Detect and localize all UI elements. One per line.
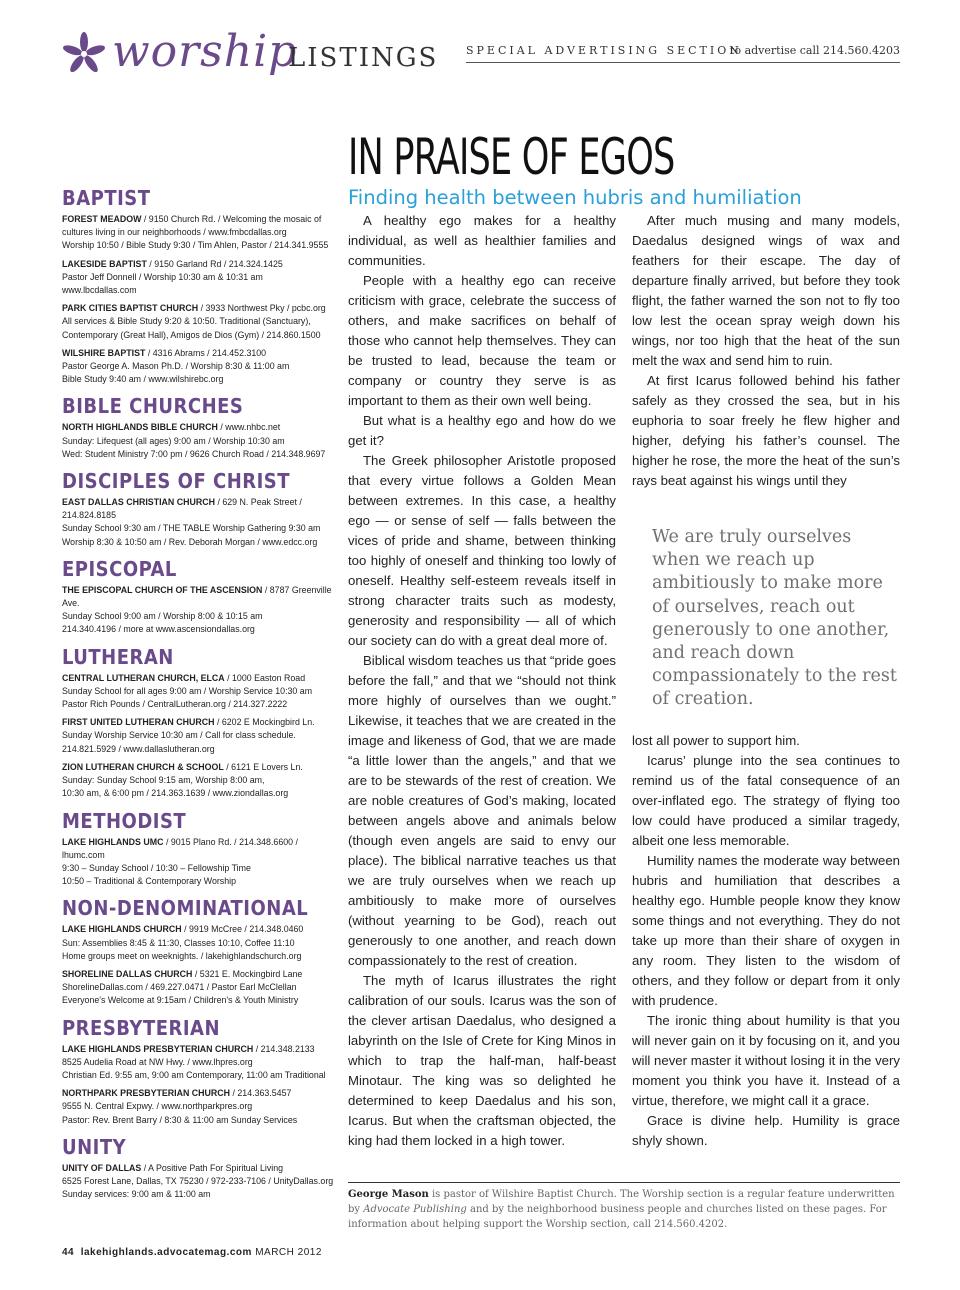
church-entry: FIRST UNITED LUTHERAN CHURCH / 6202 E Mockingbird Ln. Sunday Worship Service 10:30 am / Call for class schedule. 214.821.5929 / www.dallaslutheran.org — [62, 717, 315, 755]
church-entry: LAKE HIGHLANDS UMC / 9015 Plano Rd. / 214.348.6600 / lhumc.com 9:30 – Sunday School / 10:30 – Fellowship Time 10:50 – Traditional & Contemporary Worship — [62, 836, 298, 888]
article-paragraph: The Greek philosopher Aristotle proposed that every virtue follows a Golden Mean between extremes. In this case, a healthy ego — or sense of self — falls between the vices of pride and shame, between thinking too highly of oneself and thinking too lowly of oneself. Healthy self-esteem reveals itself in strong character traits such as modesty, generosity and responsibility — all of which our society can do with a great deal more of. — [348, 453, 616, 648]
church-entry: WILSHIRE BAPTIST / 4316 Abrams / 214.452.3100 Pastor George A. Mason Ph.D. / Worship 8:30 & 11:00 am Bible Study 9:40 am / www.wilshirebc.org — [62, 347, 290, 386]
article-paragraph: The ironic thing about humility is that you will never gain on it by focusing on it, and you will never master it without losing it in the very moment you think you have it. Instead of a virtue, therefore, we might call it a grace. — [632, 1013, 900, 1108]
article-column-2-bottom — [632, 731, 900, 1151]
listing-category — [62, 645, 336, 801]
listing-category — [62, 1016, 336, 1127]
category-heading: EPISCOPAL — [62, 556, 177, 581]
category-heading: UNITY — [62, 1134, 127, 1159]
section-banner — [466, 42, 900, 63]
listing-category — [62, 896, 336, 1007]
church-entry: EAST DALLAS CHRISTIAN CHURCH / 629 N. Peak Street / 214.824.8185 Sunday School 9:30 am / THE TABLE Worship Gathering 9:30 am Worship 8:30 & 10:50 am / Rev. Deborah Morgan / www.edcc.org — [62, 497, 321, 548]
article-paragraph: lost all power to support him. — [632, 733, 800, 748]
advertise-phone: to advertise call 214.560.4203 — [730, 44, 900, 57]
article-paragraph: People with a healthy ego can receive criticism with grace, celebrate the success of others, and make sacrifices on behalf of those who cannot help themselves. They can be trusted to lead, because the team or company or country they serve is as important to them as their own well being. — [348, 273, 616, 408]
listing-category — [62, 394, 336, 461]
bio-text: is pastor of Wilshire Baptist Church. The Worship section is a regular feature underwritten by Advocate Publishing and by the neighborhood business people and churches listed on these pages. For information about helping support the Worship section, call 214.560.4202. — [348, 1189, 895, 1230]
church-entry: NORTHPARK PRESBYTERIAN CHURCH / 214.363.5457 9555 N. Central Expwy. / www.northparkpres.org Pastor: Rev. Brent Barry / 8:30 & 11:00 am Sunday Services — [62, 1088, 298, 1126]
church-listings — [62, 186, 336, 1209]
article-paragraph: But what is a healthy ego and how do we get it? — [348, 413, 616, 448]
category-heading: BAPTIST — [62, 186, 151, 210]
article-paragraph: The myth of Icarus illustrates the right calibration of our souls. Icarus was the son of the clever artisan Daedalus, who designed a labyrinth on the Isle of Crete for King Minos in which to trap the half-man, half-beast Minotaur. The king was so delighted he determined to keep Daedalus and his son, Icarus. But when the craftsman objected, the king had them locked in a high tower. — [348, 973, 616, 1148]
category-heading: NON-DENOMINATIONAL — [62, 896, 309, 921]
logo-word: worship — [112, 26, 298, 77]
logo-listings: LISTINGS — [288, 43, 439, 73]
author-name: George Mason — [348, 1189, 429, 1200]
church-entry: UNITY OF DALLAS / A Positive Path For Spiritual Living 6525 Forest Lane, Dallas, TX 75230 / 972-233-7106 / UnityDallas.org Sunday services: 9:00 am & 11:00 am — [62, 1162, 334, 1201]
article-paragraph: Grace is divine help. Humility is grace shyly shown. — [632, 1113, 900, 1148]
church-entry: ZION LUTHERAN CHURCH & SCHOOL / 6121 E Lovers Ln. Sunday: Sunday School 9:15 am, Worship 8:00 am, 10:30 am, & 6:00 pm / 214.363.1639 / www.ziondallas.org — [62, 761, 303, 800]
article-paragraph: Biblical wisdom teaches us that “pride goes before the fall,” and that we “should not think more highly of ourselves than we ought.” Likewise, it teaches that we are created in the image and likeness of God, that we are made “a little lower than the angels,” and that we are to be stewards of the rest of creation. We are noble creatures of God’s making, located between angels above and animals below (though even angels are said to envy our place). The biblical narrative teaches us that we are truly ourselves when we reach up ambitiously to make more of ourselves (without yearning to be God), reach out generously to one another, and reach down compassionately to the rest of creation. — [348, 653, 616, 968]
article-paragraph: Humility names the moderate way between hubris and humiliation that describes a healthy ego. Humble people know they know some things and not everything. They do not take up more than their share of oxygen in any room. They listen to the wisdom of others, and they follow or depart from it only with prudence. — [632, 853, 900, 1008]
church-entry: FOREST MEADOW / 9150 Church Rd. / Welcoming the mosaic of cultures living in our neighborhoods / www.fmbcdallas.org Worship 10:50 / Bible Study 9:30 / Tim Ahlen, Pastor / 214.341.9555 — [62, 214, 329, 252]
listing-category — [62, 469, 336, 549]
church-entry: LAKESIDE BAPTIST / 9150 Garland Rd / 214.324.1425 Pastor Jeff Donnell / Worship 10:30 am & 10:31 am www.lbcdallas.com — [62, 258, 283, 297]
article-paragraph: After much musing and many models, Daedalus designed wings of wax and feathers for their escape. The day of departure finally arrived, but before they took flight, the father warned the son not to fly too low lest the ocean spray weigh down his wings, nor too high that the heat of the sun melt the wax and send him to ruin. — [632, 213, 900, 368]
listing-category — [62, 1135, 336, 1202]
article-column-2-top — [632, 211, 900, 491]
pull-quote: We are truly ourselves when we reach up ambitiously to make more of ourselves, reach out generously to one another, and reach down compassionately to the rest of creation. — [652, 527, 897, 710]
category-heading: LUTHERAN — [62, 644, 174, 669]
church-entry: PARK CITIES BAPTIST CHURCH / 3933 Northwest Pky / pcbc.org All services & Bible Study 9:20 & 10:50. Traditional (Sanctuary), Contemporary (Great Hall), Amigos de Dios (Gym) / 214.860.1500 — [62, 303, 326, 341]
church-entry: LAKE HIGHLANDS CHURCH / 9919 McCree / 214.348.0460 Sun: Assemblies 8:45 & 11:30, Classes 10:10, Coffee 11:10 Home groups meet on weeknights. / lakehighlandschurch.org — [62, 924, 304, 962]
article-headline: IN PRAISE OF EGOS — [348, 128, 675, 186]
page-number: 44 — [62, 1247, 75, 1258]
category-heading: BIBLE CHURCHES — [62, 394, 244, 419]
church-entry: SHORELINE DALLAS CHURCH / 5321 E. Mockingbird Lane ShorelineDallas.com / 469.227.0471 / Pastor Earl McClellan Everyone's Welcome at 9:15am / Children's & Youth Ministry — [62, 968, 303, 1007]
church-entry: CENTRAL LUTHERAN CHURCH, ELCA / 1000 Easton Road Sunday School for all ages 9:00 am / Worship Service 10:30 am Pastor Rich Pounds / CentralLutheran.org / 214.327.2222 — [62, 672, 313, 711]
listing-category — [62, 186, 336, 386]
church-entry: NORTH HIGHLANDS BIBLE CHURCH / www.nhbc.net Sunday: Lifequest (all ages) 9:00 am / Worship 10:30 am Wed: Student Ministry 7:00 pm / 9626 Church Road / 214.348.9697 — [62, 422, 326, 460]
article-paragraph: A healthy ego makes for a healthy individual, as well as healthier families and communities. — [348, 213, 616, 268]
church-entry: THE EPISCOPAL CHURCH OF THE ASCENSION / 8787 Greenville Ave. Sunday School 9:00 am / Worship 8:00 & 10:15 am 214.340.4196 / more at www.ascensiondallas.org — [62, 584, 332, 636]
listing-category — [62, 557, 336, 637]
category-heading: METHODIST — [62, 808, 187, 833]
church-entry: LAKE HIGHLANDS PRESBYTERIAN CHURCH / 214.348.2133 8525 Audelia Road at NW Hwy. / www.lhpres.org Christian Ed. 9:55 am, 9:00 am Contemporary, 11:00 am Traditional — [62, 1043, 326, 1081]
footer-site: lakehighlands.advocatemag.com — [80, 1247, 252, 1258]
author-bio — [348, 1182, 900, 1232]
flower-icon — [60, 30, 108, 78]
category-heading: DISCIPLES OF CHRIST — [62, 469, 291, 494]
listing-category — [62, 809, 336, 889]
article-paragraph: At first Icarus followed behind his father safely as they crossed the sea, but in his euphoria to soar freely he flew higher and higher, defying his father’s counsel. The higher he rose, the more the heat of the sun’s rays beat against his wings until they — [632, 373, 900, 488]
article-column-1 — [348, 211, 616, 1151]
footer-issue: MARCH 2012 — [255, 1247, 322, 1258]
category-heading: PRESBYTERIAN — [62, 1015, 221, 1040]
article-subhead: Finding health between hubris and humiliation — [348, 186, 802, 209]
article-paragraph: Icarus’ plunge into the sea continues to remind us of the fatal consequence of an over-inflated ego. The strategy of flying too low could have produced a similar tragedy, albeit one less memorable. — [632, 753, 900, 848]
special-section-label: SPECIAL ADVERTISING SECTION — [466, 44, 742, 57]
page-footer — [62, 1247, 322, 1258]
